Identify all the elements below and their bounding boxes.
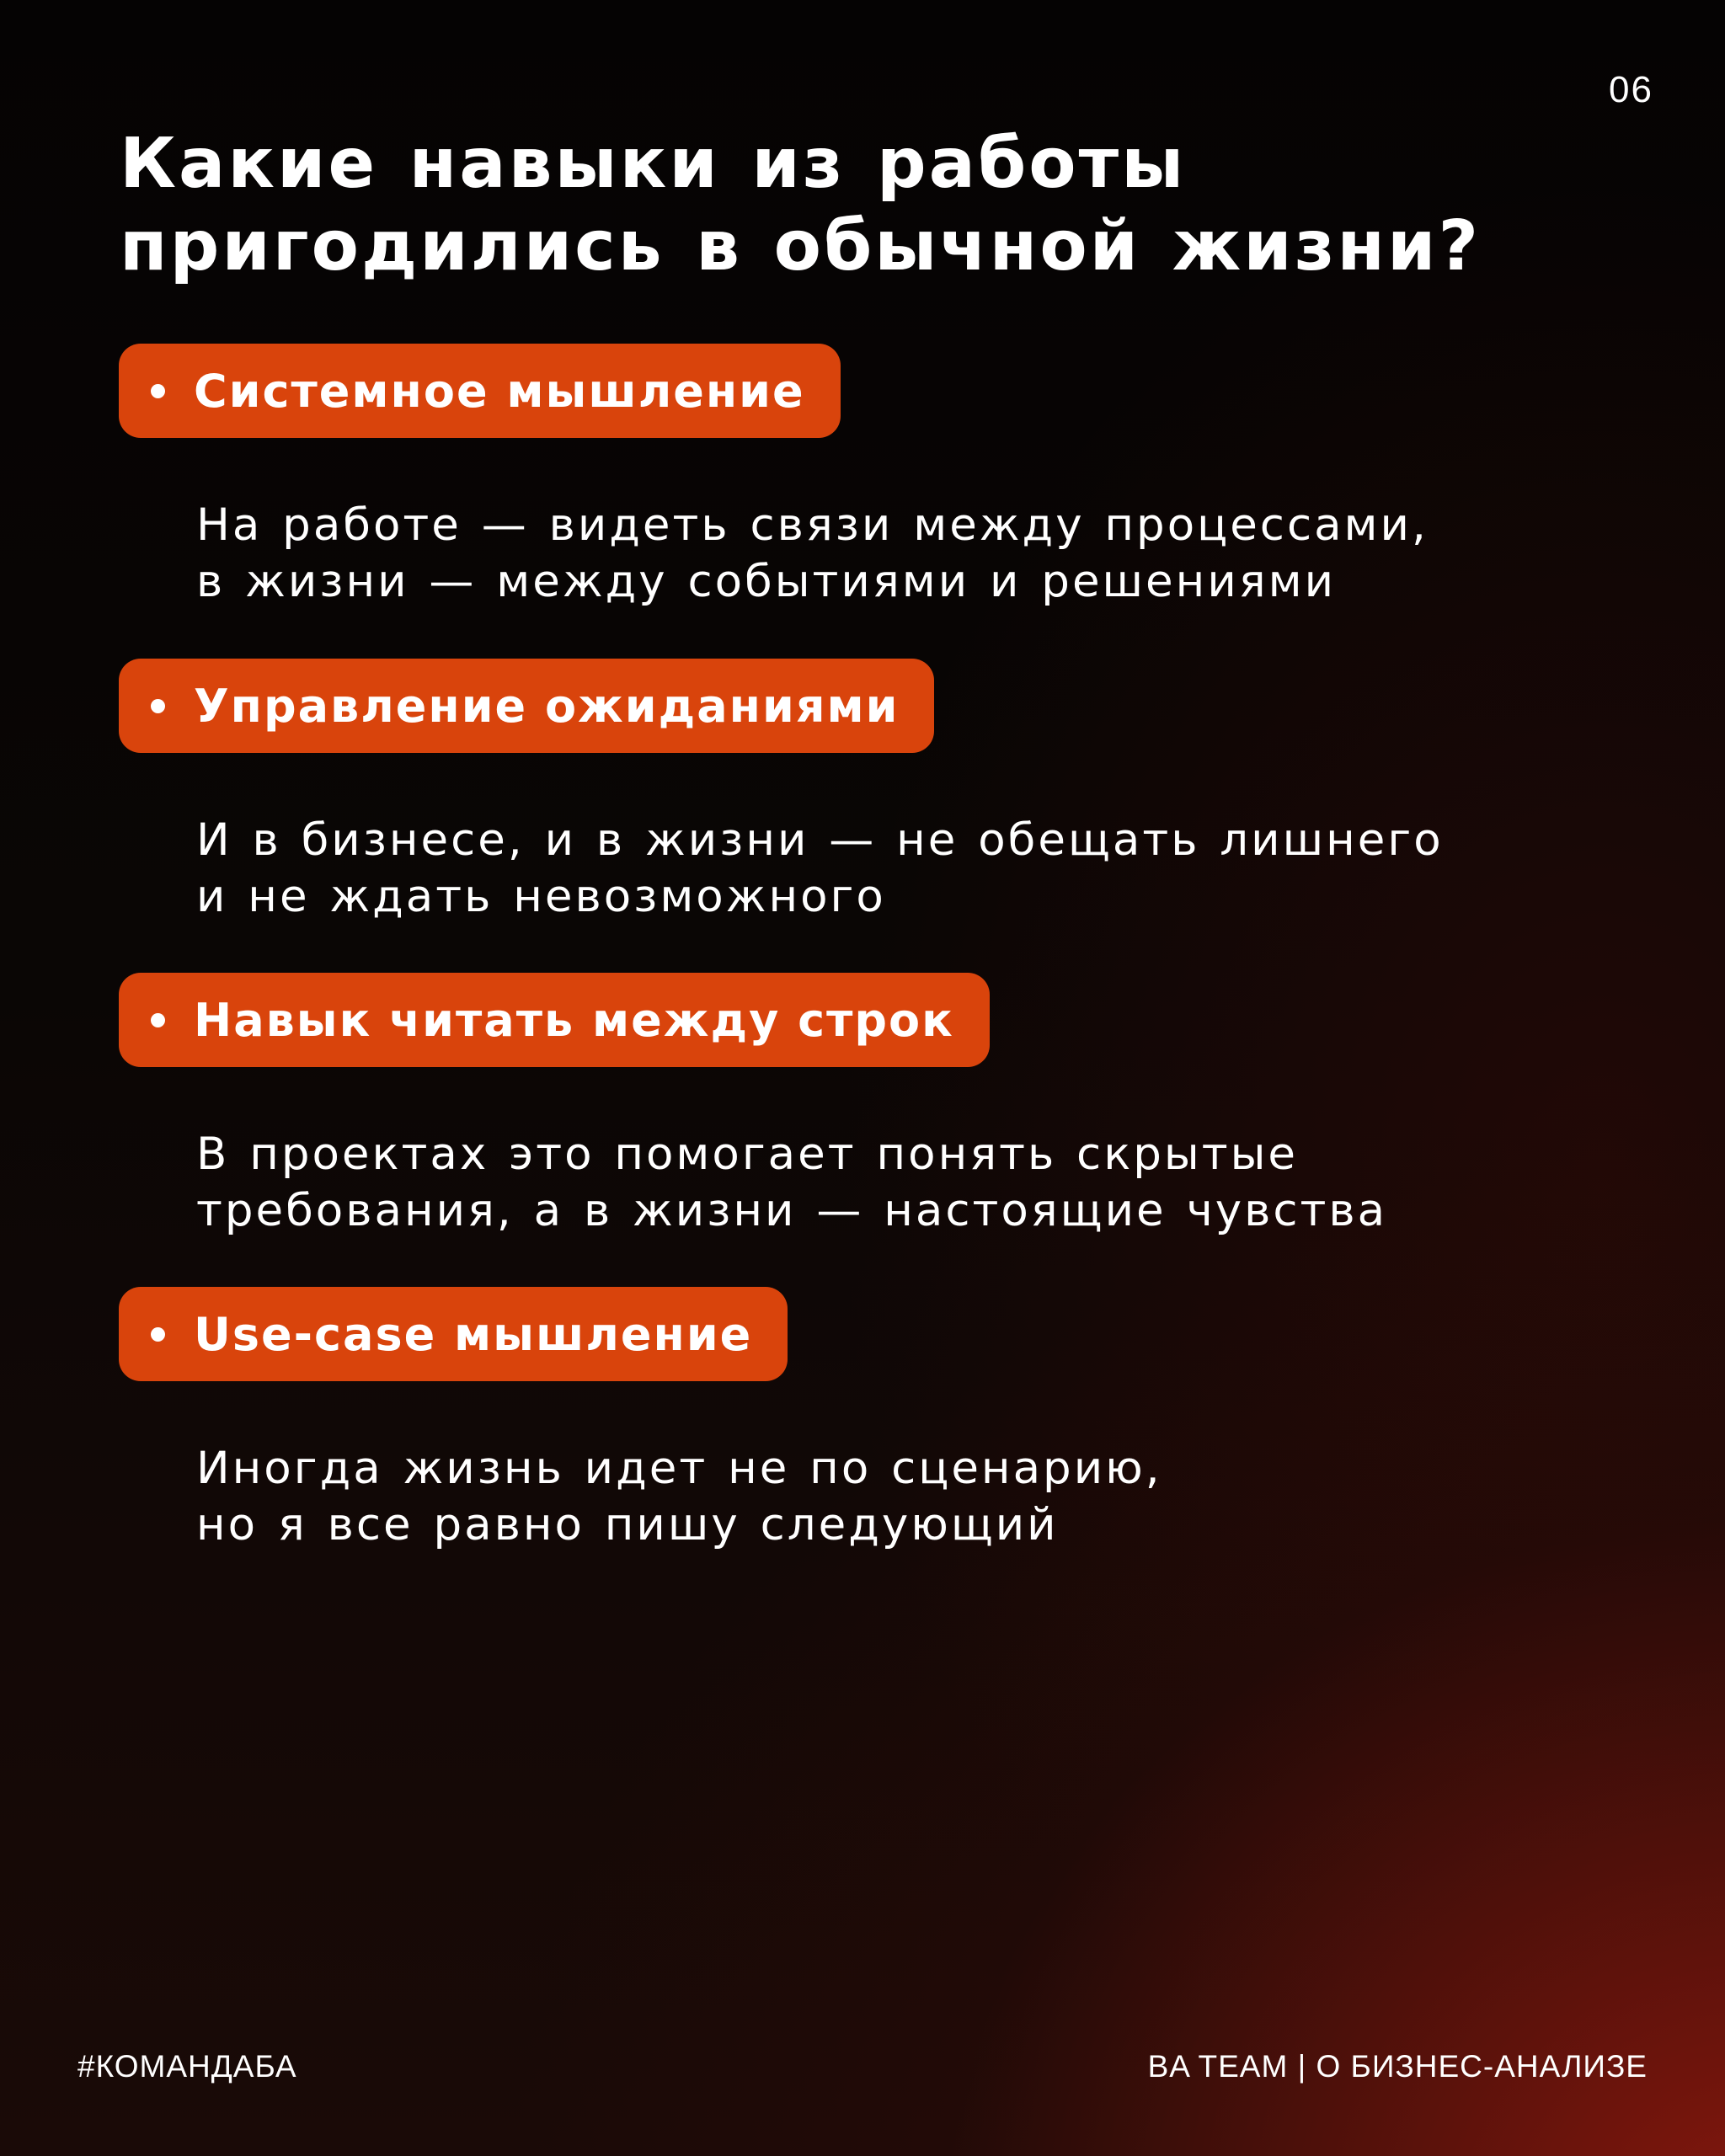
skill-label: Навык читать между строк bbox=[194, 993, 954, 1047]
skill-reading-between-lines bbox=[119, 973, 1696, 1239]
skill-badge bbox=[119, 1287, 788, 1381]
skill-badge bbox=[119, 344, 841, 438]
skill-use-case-thinking bbox=[119, 1287, 1696, 1553]
skill-expectation-management bbox=[119, 659, 1696, 925]
bullet-icon bbox=[151, 1013, 165, 1027]
page-number: 06 bbox=[1609, 69, 1653, 110]
bullet-icon bbox=[151, 699, 165, 713]
description-line: И в бизнесе, и в жизни — не обещать лишнего bbox=[196, 814, 1444, 866]
skill-label: Use-case мышление bbox=[194, 1307, 753, 1361]
description-line: Иногда жизнь идет не по сценарию, bbox=[196, 1443, 1162, 1494]
skill-systems-thinking bbox=[119, 344, 1696, 610]
page-title bbox=[120, 123, 1636, 288]
skill-badge bbox=[119, 659, 934, 753]
skill-description bbox=[196, 812, 1696, 925]
footer-hashtag: #КОМАНДАБА bbox=[77, 2049, 297, 2084]
description-line: На работе — видеть связи между процессами, bbox=[196, 499, 1429, 551]
description-line: требования, а в жизни — настоящие чувства bbox=[196, 1185, 1388, 1236]
skill-label: Системное мышление bbox=[194, 364, 805, 418]
description-line: но я все равно пишу следующий bbox=[196, 1499, 1059, 1550]
skill-label: Управление ожиданиями bbox=[194, 679, 900, 733]
skill-badge bbox=[119, 973, 990, 1067]
bullet-icon bbox=[151, 1327, 165, 1342]
skill-description bbox=[196, 1126, 1696, 1239]
bullet-icon bbox=[151, 384, 165, 398]
title-line-1: Какие навыки из работы bbox=[120, 124, 1187, 204]
description-line: в жизни — между событиями и решениями bbox=[196, 556, 1337, 607]
description-line: и не ждать невозможного bbox=[196, 871, 886, 922]
description-line: В проектах это помогает понять скрытые bbox=[196, 1129, 1299, 1180]
skill-description bbox=[196, 1440, 1696, 1553]
footer-brand: BA TEAM | О БИЗНЕС-АНАЛИЗЕ bbox=[1147, 2049, 1648, 2084]
skill-description bbox=[196, 497, 1696, 610]
title-line-2: пригодились в обычной жизни? bbox=[120, 206, 1482, 286]
